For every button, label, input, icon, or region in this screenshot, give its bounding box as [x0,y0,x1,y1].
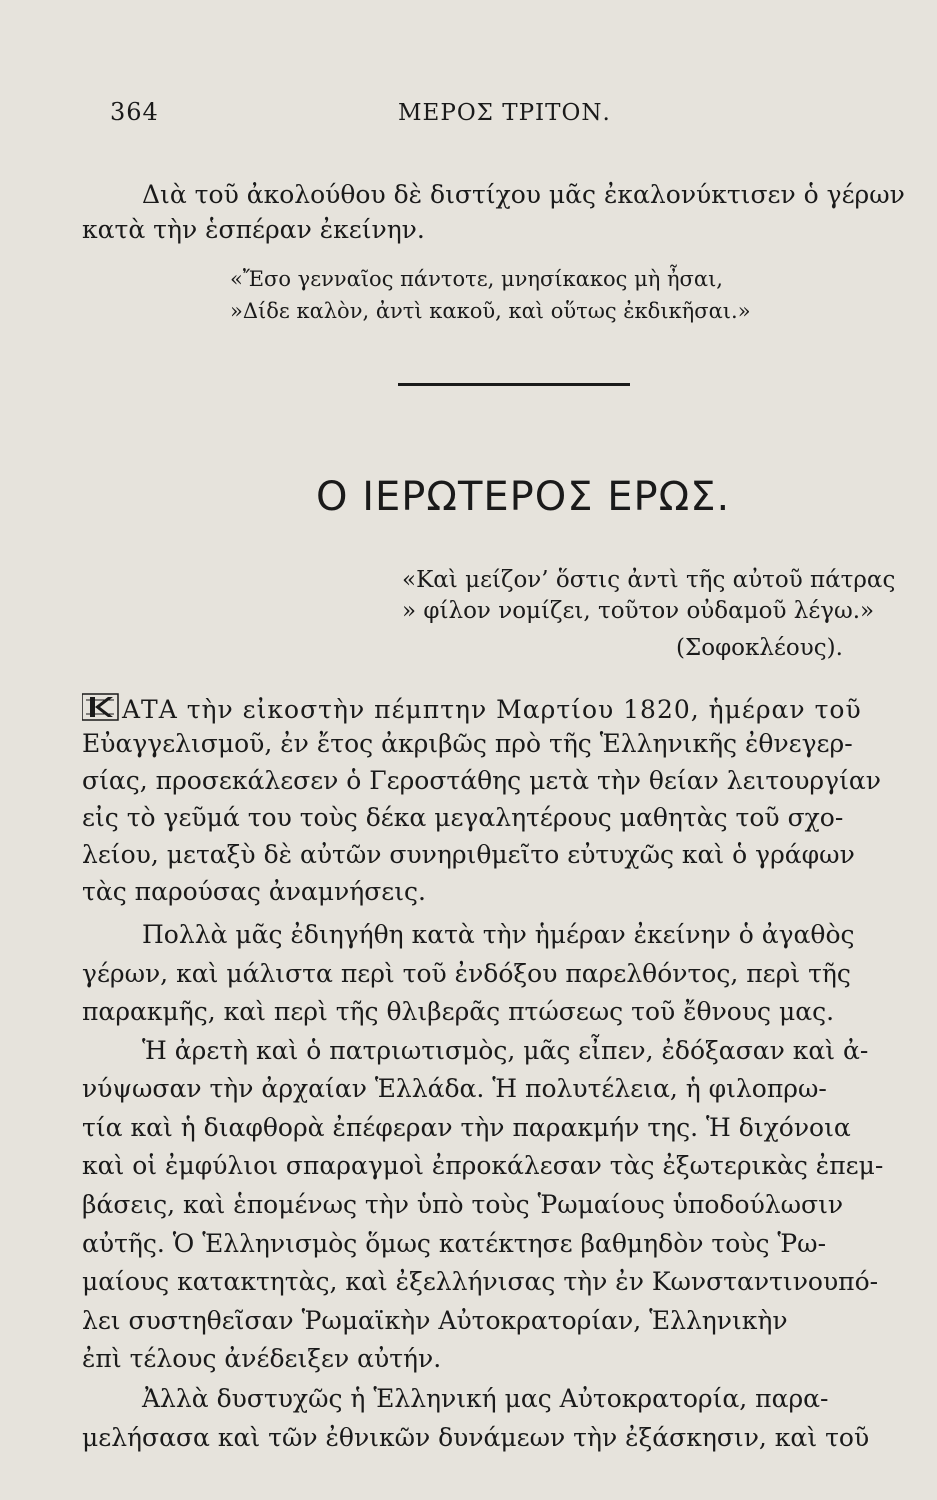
body-line: Εὐαγγελισμοῦ, ἐν ἔτος ἀκριβῶς πρὸ τῆς Ἑλληνικῆς ἐθνεγερ- [82,729,853,758]
intro-line: κατὰ τὴν ἑσπέραν ἐκείνην. [82,215,425,244]
epigraph-line: » φίλον νομίζει, τοῦτον οὐδαμοῦ λέγω.» [402,598,875,624]
body-line: αὐτῆς. Ὁ Ἑλληνισμὸς ὅμως κατέκτησε βαθμηδὸν τοὺς Ῥω- [82,1229,827,1258]
drop-cap-k-icon [82,692,120,722]
body-line: λει συστηθεῖσαν Ῥωμαϊκὴν Αὐτοκρατορίαν, Ἑλληνικὴν [82,1306,788,1335]
body-line: παρακμῆς, καὶ περὶ τῆς θλιβερᾶς πτώσεως τοῦ ἔθνους μας. [82,997,835,1026]
body-line: Ἡ ἀρετὴ καὶ ὁ πατριωτισμὸς, μᾶς εἶπεν, ἐδόξασαν καὶ ἀ- [142,1036,869,1065]
body-line: νύψωσαν τὴν ἀρχαίαν Ἑλλάδα. Ἡ πολυτέλεια, ἡ φιλοπρω- [82,1074,827,1103]
body-line: καὶ οἱ ἐμφύλιοι σπαραγμοὶ ἐπροκάλεσαν τὰς ἐξωτερικὰς ἐπεμ- [82,1151,884,1180]
body-line: τὰς παρούσας ἀναμνήσεις. [82,877,426,906]
body-first-line [82,692,862,725]
body-line: μαίους κατακτητὰς, καὶ ἐξελλήνισας τὴν ἐν Κωνσταντινουπό- [82,1267,879,1296]
body-line: μελήσασα καὶ τῶν ἐθνικῶν δυνάμεων τὴν ἐξάσκησιν, καὶ τοῦ [82,1423,870,1452]
body-line: εἰς τὸ γεῦμά του τοὺς δέκα μεγαλητέρους μαθητὰς τοῦ σχο- [82,803,844,832]
verse-line: »Δίδε καλὸν, ἀντὶ κακοῦ, καὶ οὕτως ἐκδικῆσαι.» [230,299,751,323]
body-line: Ἀλλὰ δυστυχῶς ἡ Ἑλληνική μας Αὐτοκρατορία, παρα- [142,1384,829,1413]
body-line: τία καὶ ἡ διαφθορὰ ἐπέφεραν τὴν παρακμήν της. Ἡ διχόνοια [82,1113,851,1142]
epigraph-attribution: (Σοφοκλέους). [676,635,843,661]
verse-line: «Ἔσο γενναῖος πάντοτε, μνησίκακος μὴ ἦσαι, [230,267,723,291]
section-title: Ο ΙΕΡΩΤΕΡΟΣ ΕΡΩΣ. [316,474,731,520]
body-text: ΑΤΑ τὴν εἰκοστὴν πέμπτην Μαρτίου 1820, ἡμέραν τοῦ [122,695,862,724]
running-head: ΜΕΡΟΣ ΤΡΙΤΟΝ. [398,100,611,126]
epigraph-line: «Καὶ μείζον’ ὅστις ἀντὶ τῆς αὐτοῦ πάτρας [402,567,896,593]
body-line: λείου, μεταξὺ δὲ αὐτῶν συνηριθμεῖτο εὐτυχῶς καὶ ὁ γράφων [82,840,855,869]
intro-line: Διὰ τοῦ ἀκολούθου δὲ διστίχου μᾶς ἐκαλονύκτισεν ὁ γέρων [142,180,905,209]
body-line: Πολλὰ μᾶς ἐδιηγήθη κατὰ τὴν ἡμέραν ἐκείνην ὁ ἀγαθὸς [142,920,855,949]
body-line: γέρων, καὶ μάλιστα περὶ τοῦ ἐνδόξου παρελθόντος, περὶ τῆς [82,959,851,988]
page-number: 364 [110,98,159,126]
body-line: βάσεις, καὶ ἑπομένως τὴν ὑπὸ τοὺς Ῥωμαίους ὑποδούλωσιν [82,1190,844,1219]
body-line: σίας, προσεκάλεσεν ὁ Γεροστάθης μετὰ τὴν θείαν λειτουργίαν [82,766,881,795]
page-header [110,98,910,138]
body-line: ἐπὶ τέλους ἀνέδειξεν αὐτήν. [82,1344,442,1373]
section-divider [398,383,630,386]
